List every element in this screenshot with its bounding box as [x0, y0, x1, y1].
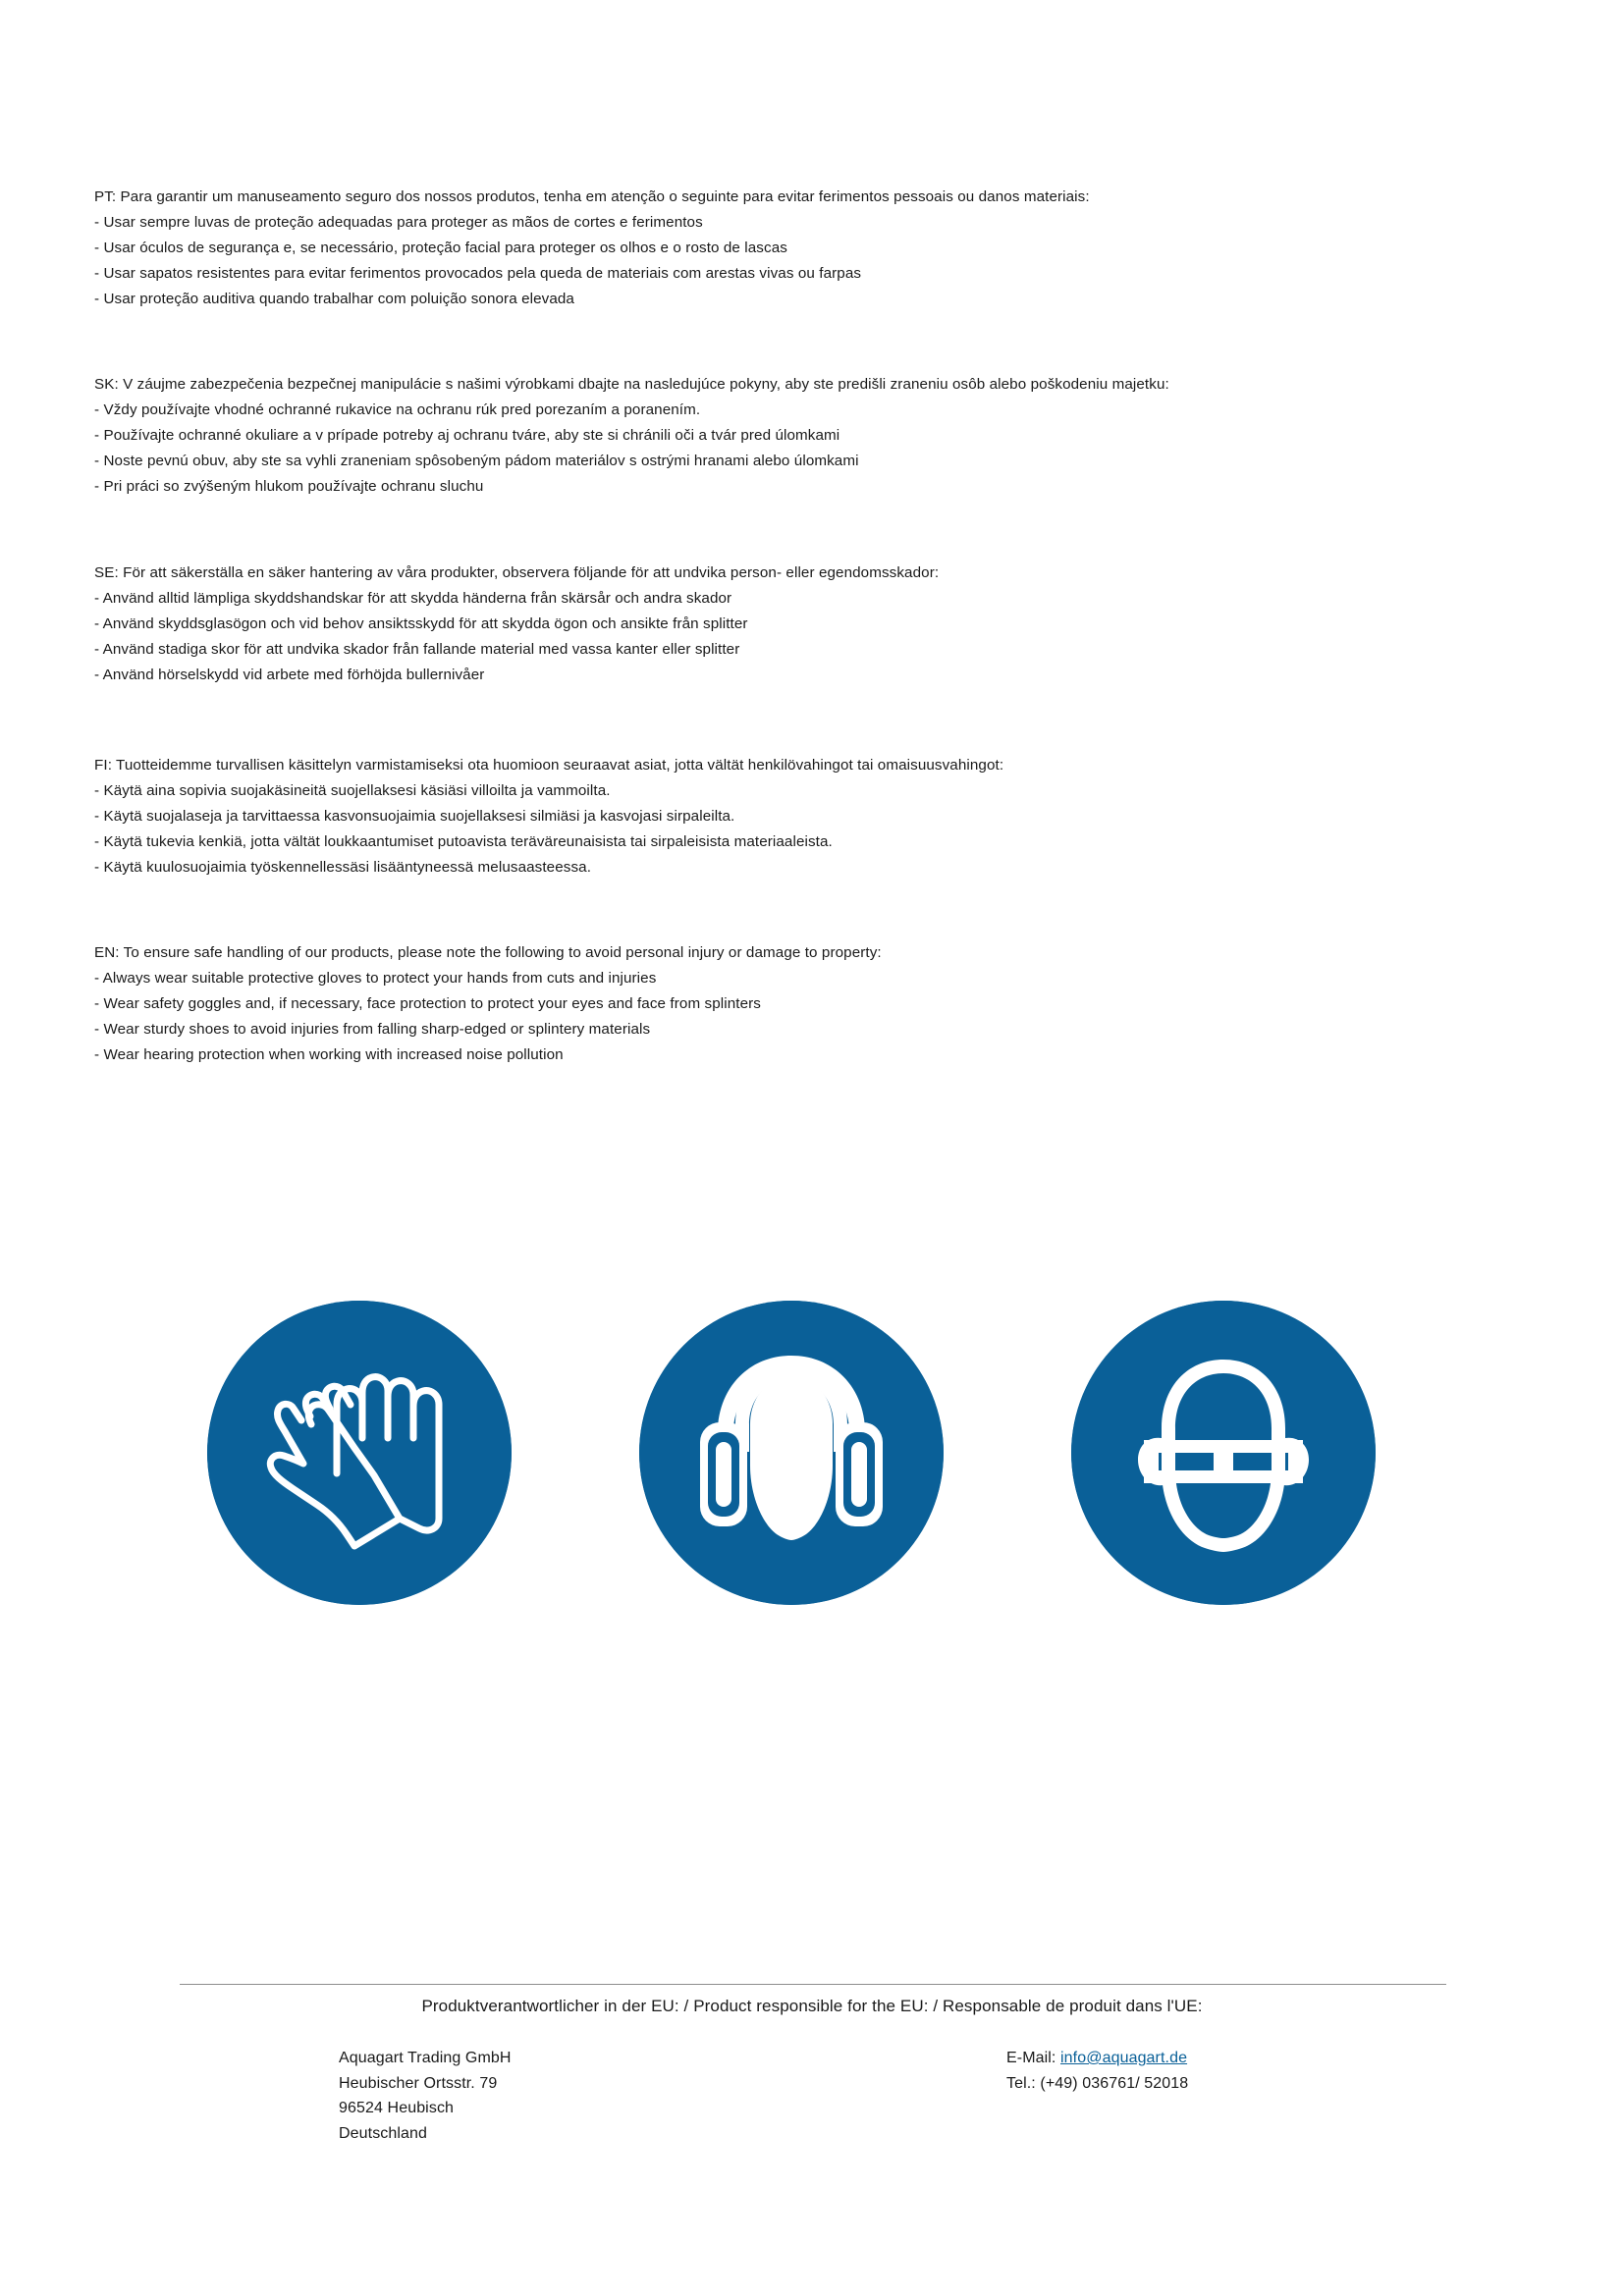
language-section-fi — [94, 753, 1489, 881]
footer-columns — [339, 2046, 1448, 2146]
company-name: Aquagart Trading GmbH — [339, 2050, 512, 2066]
company-city: 96524 Heubisch — [339, 2100, 455, 2116]
language-section-pt — [94, 185, 1489, 312]
footer-title: Produktverantwortlicher in der EU: / Product responsible for the EU: / Responsable de produit dans l'UE: — [421, 1997, 1203, 2015]
section-line: - Vždy používajte vhodné ochranné rukavice na ochranu rúk pred porezaním a poranením. — [94, 401, 701, 418]
section-line: - Käytä tukevia kenkiä, jotta vältät loukkaantumiset putoavista teräväreunaisista tai sirpaleisista materiaaleista. — [94, 833, 833, 850]
email-row — [1006, 2046, 1448, 2071]
protective-gloves-icon — [207, 1301, 512, 1605]
section-line: - Använd skyddsglasögon och vid behov ansiktsskydd för att skydda ögon och ansikte från splitter — [94, 615, 748, 632]
footer-contact-block — [1006, 2046, 1448, 2146]
section-line: - Käytä suojalaseja ja tarvittaessa kasvonsuojaimia suojellaksesi silmiäsi ja kasvojasi sirpaleilta. — [94, 808, 735, 825]
safety-pictogram-row — [94, 1301, 1489, 1605]
section-line: - Noste pevnú obuv, aby ste sa vyhli zraneniam spôsobeným pádom materiálov s ostrými hranami alebo úlomkami — [94, 453, 859, 469]
ear-protection-icon — [639, 1301, 944, 1605]
section-intro: PT: Para garantir um manuseamento seguro dos nossos produtos, tenha em atenção o seguinte para evitar ferimentos pessoais ou danos materiais: — [94, 188, 1090, 205]
section-line: - Pri práci so zvýšeným hlukom používajte ochranu sluchu — [94, 478, 484, 495]
section-line: - Usar sapatos resistentes para evitar ferimentos provocados pela queda de materiais com arestas vivas ou farpas — [94, 265, 862, 282]
company-street: Heubischer Ortsstr. 79 — [339, 2074, 498, 2092]
section-line: - Käytä aina sopivia suojakäsineitä suojellaksesi käsiäsi villoilta ja vammoilta. — [94, 782, 611, 799]
language-section-en — [94, 940, 1489, 1068]
language-section-sk — [94, 372, 1489, 500]
footer-address-block — [339, 2046, 1006, 2146]
phone-row: Tel.: (+49) 036761/ 52018 — [1006, 2074, 1189, 2092]
section-line: - Always wear suitable protective gloves to protect your hands from cuts and injuries — [94, 970, 657, 987]
email-label: E-Mail: — [1006, 2050, 1061, 2066]
section-line: - Wear hearing protection when working with increased noise pollution — [94, 1046, 564, 1063]
section-line: - Använd hörselskydd vid arbete med förhöjda bullernivåer — [94, 667, 485, 683]
section-line: - Använd alltid lämpliga skyddshandskar för att skydda händerna från skärsår och andra skador — [94, 590, 732, 607]
section-line: - Usar óculos de segurança e, se necessário, proteção facial para proteger os olhos e o rosto de lascas — [94, 240, 787, 256]
section-line: - Wear sturdy shoes to avoid injuries from falling sharp-edged or splintery materials — [94, 1021, 651, 1038]
language-section-se — [94, 561, 1489, 688]
footer-divider — [180, 1984, 1446, 1985]
section-intro: SK: V záujme zabezpečenia bezpečnej manipulácie s našimi výrobkami dbajte na nasledujúce pokyny, aby ste predišli zraneniu osôb alebo poškodeniu majetku: — [94, 376, 1169, 393]
section-intro: EN: To ensure safe handling of our products, please note the following to avoid personal injury or damage to property: — [94, 944, 882, 961]
section-intro: FI: Tuotteidemme turvallisen käsittelyn varmistamiseksi ota huomioon seuraavat asiat, jotta vältät henkilövahingot tai omaisuusvahingot: — [94, 757, 1004, 774]
safety-goggles-icon — [1071, 1301, 1376, 1605]
section-intro: SE: För att säkerställa en säker hantering av våra produkter, observera följande för att undvika person- eller egendomsskador: — [94, 564, 940, 581]
section-line: - Käytä kuulosuojaimia työskennellessäsi lisääntyneessä melusaasteessa. — [94, 859, 592, 876]
section-line: - Používajte ochranné okuliare a v prípade potreby aj ochranu tváre, aby ste si chránili oči a tvár pred úlomkami — [94, 427, 840, 444]
section-line: - Usar proteção auditiva quando trabalhar com poluição sonora elevada — [94, 291, 574, 307]
company-country: Deutschland — [339, 2124, 428, 2142]
email-link[interactable]: info@aquagart.de — [1060, 2050, 1188, 2066]
section-line: - Wear safety goggles and, if necessary, face protection to protect your eyes and face from splinters — [94, 995, 761, 1012]
section-line: - Använd stadiga skor för att undvika skador från fallande material med vassa kanter eller splitter — [94, 641, 740, 658]
section-line: - Usar sempre luvas de proteção adequadas para proteger as mãos de cortes e ferimentos — [94, 214, 703, 231]
